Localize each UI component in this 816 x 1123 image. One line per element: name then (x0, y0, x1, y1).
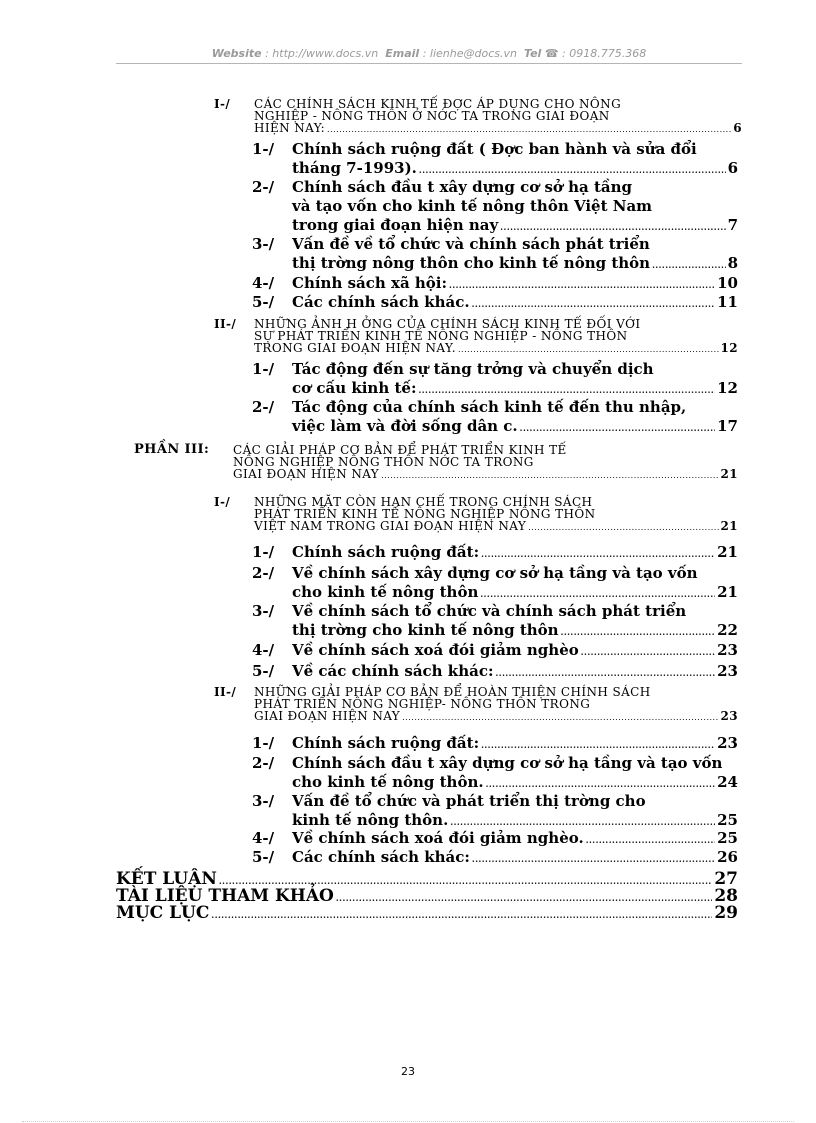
toc-entry-page: 29 (714, 903, 738, 923)
toc-entry-title-line: Về chính sách tổ chức và chính sách phát triển (292, 602, 687, 620)
toc-entry-12[interactable] (252, 564, 738, 604)
bottom-divider (22, 1121, 794, 1122)
toc-entry-title-line: việc làm và đời sống dân c. (292, 417, 518, 435)
dot-leader (581, 643, 715, 662)
toc-entry-15[interactable] (252, 662, 738, 683)
toc-entry-title-line: Về chính sách xoá đói giảm nghèo (292, 641, 579, 659)
toc-entry-number: 2-/ (252, 178, 275, 196)
toc-entry-13[interactable] (252, 602, 738, 642)
toc-entry-1[interactable] (252, 140, 738, 180)
toc-entry-title-line: PHÁT TRIỂN KINH TẾ NÔNG NGHIỆP NÔNG THÔN (254, 507, 596, 521)
toc-entry-page: 25 (717, 811, 738, 829)
toc-entry-page: 17 (717, 417, 738, 435)
toc-entry-3[interactable] (252, 235, 738, 275)
toc-entry-page: 6 (733, 121, 742, 135)
toc-entry-page: 11 (717, 293, 738, 311)
email-value[interactable]: : lienhe@docs.vn (422, 47, 517, 60)
toc-entry-title-line: NÔNG NGHIỆP NÔNG THÔN NỚC TA TRONG (233, 455, 534, 469)
toc-entry-number: 5-/ (252, 293, 275, 311)
toc-entry-page: 24 (717, 773, 738, 791)
toc-entry-number: I-/ (214, 97, 231, 111)
toc-entry-page: 8 (727, 254, 738, 272)
toc-entry-number: 3-/ (252, 602, 275, 620)
toc-entry-number: 2-/ (252, 754, 275, 772)
toc-entry-21[interactable] (252, 848, 738, 869)
toc-entry-20[interactable] (252, 829, 738, 850)
toc-entry-title-line: GIAI ĐOẠN HIỆN NAY (233, 467, 380, 481)
toc-entry-page: 25 (717, 829, 738, 847)
toc-entry-title-line: Về chính sách xây dựng cơ sở hạ tầng và tạo vốn (292, 564, 698, 582)
page-header (116, 47, 742, 64)
toc-entry-page: 26 (717, 848, 738, 866)
toc-entry-page: 22 (717, 621, 738, 639)
toc-entry-title-line: MỤC LỤC (116, 903, 210, 923)
toc-entry-title-line: thị trờng nông thôn cho kinh tế nông thôn (292, 254, 651, 272)
toc-entry-page: 21 (720, 519, 738, 533)
toc-entry-title-line: Chính sách ruộng đất: (292, 543, 480, 561)
toc-entry-title-line: thị trờng cho kinh tế nông thôn (292, 621, 559, 639)
toc-entry-part-iii[interactable] (134, 444, 738, 482)
toc-entry-11[interactable] (252, 543, 738, 564)
toc-entry-title-line: PHÁT TRIỂN NÔNG NGHIỆP- NÔNG THÔN TRONG (254, 697, 591, 711)
toc-entry-title-line: NGHIỆP - NÔNG THÔN Ở NỚC TA TRONG GIAI ĐOẠN (254, 109, 610, 123)
toc-entry-section-i-b[interactable] (214, 496, 738, 534)
toc-entry-number: 2-/ (252, 398, 275, 416)
toc-entry-number: 4-/ (252, 641, 275, 659)
toc-entry-number: 1-/ (252, 140, 275, 158)
toc-entry-title-line: Chính sách xã hội: (292, 274, 448, 292)
toc-entry-title-line: Vấn đề về tổ chức và chính sách phát triển (292, 235, 650, 253)
website-label: Website (211, 47, 262, 60)
toc-entry-title-line: cơ cấu kinh tế: (292, 379, 417, 397)
toc-entry-title-line: kinh tế nông thôn. (292, 811, 449, 829)
toc-entry-page: 23 (720, 709, 738, 723)
toc-entry-title-line: Vấn đề tổ chức và phát triển thị trờng cho (292, 792, 646, 810)
toc-entry-5[interactable] (252, 293, 738, 314)
dot-leader (652, 256, 726, 275)
toc-entry-number: 3-/ (252, 235, 275, 253)
toc-entry-14[interactable] (252, 641, 738, 662)
dot-leader (496, 664, 716, 683)
website-value[interactable]: : http://www.docs.vn (265, 47, 379, 60)
toc-entry-page: 6 (727, 159, 738, 177)
toc-entry-section-ii-b[interactable] (214, 686, 738, 724)
toc-entry-17[interactable] (252, 734, 738, 755)
dot-leader (481, 736, 715, 755)
dot-leader (327, 124, 731, 136)
toc-entry-page: 21 (717, 543, 738, 561)
toc-entry-title-line: KẾT LUẬN (116, 869, 217, 889)
toc-entry-title-line: Chính sách ruộng đất: (292, 734, 480, 752)
toc-entry-title-line: NHỮNG GIẢI PHÁP CƠ BẢN ĐỂ HOÀN THIỆN CHÍNH SÁCH (254, 685, 651, 699)
toc-entry-title-line: Tác động đến sự tăng trởng và chuyển dịch (292, 360, 654, 378)
toc-entry-title-line: cho kinh tế nông thôn (292, 583, 479, 601)
dot-leader (472, 295, 716, 314)
toc-entry-title-line: GIAI ĐOẠN HIỆN NAY (254, 709, 401, 723)
toc-entry-number: 5-/ (252, 848, 275, 866)
toc-entry-title-line: Các chính sách khác. (292, 293, 470, 311)
toc-entry-number: 1-/ (252, 360, 275, 378)
toc-entry-number: 4-/ (252, 274, 275, 292)
dot-leader (481, 545, 715, 564)
phone-icon: ☎ (544, 47, 559, 60)
tel-value: : 0918.775.368 (562, 47, 647, 60)
toc-entry-title-line: Chính sách ruộng đất ( Đợc ban hành và sửa đổi (292, 140, 697, 158)
dot-leader (402, 712, 718, 724)
dot-leader (458, 344, 719, 356)
toc-entry-page: 23 (717, 641, 738, 659)
toc-entry-title-line: HIỆN NAY: (254, 121, 326, 135)
dot-leader (561, 623, 716, 642)
dot-leader (472, 850, 715, 869)
toc-entry-title-line: NHỮNG ẢNH H ỞNG CỦA CHÍNH SÁCH KINH TẾ ĐỐI VỚI (254, 317, 641, 331)
toc-entry-page: 12 (720, 341, 738, 355)
toc-entry-title-line: Về các chính sách khác: (292, 662, 494, 680)
toc-entry-title-line: CÁC CHÍNH SÁCH KINH TẾ ĐỢC ÁP DỤNG CHO NÔNG (254, 97, 622, 111)
toc-entry-section-ii[interactable] (214, 318, 738, 356)
toc-entry-page: 23 (717, 662, 738, 680)
toc-entry-title-line: NHỮNG MẶT CÒN HẠN CHẾ TRONG CHÍNH SÁCH (254, 495, 593, 509)
toc-entry-page: 10 (717, 274, 738, 292)
toc-entry-title-line: tháng 7-1993). (292, 159, 417, 177)
toc-entry-number: 4-/ (252, 829, 275, 847)
toc-entry-4[interactable] (252, 274, 738, 295)
toc-entry-title-line: Chính sách đầu t xây dựng cơ sở hạ tầng (292, 178, 633, 196)
toc-entry-number: 1-/ (252, 734, 275, 752)
toc-entry-title-line: Về chính sách xoá đói giảm nghèo. (292, 829, 584, 847)
toc-entry-title-line: SỰ PHÁT TRIỂN KINH TẾ NÔNG NGHIỆP - NÔNG THÔN (254, 329, 628, 343)
toc-entry-page: 23 (717, 734, 738, 752)
page-number: 23 (401, 1065, 415, 1078)
toc-entry-number: II-/ (214, 685, 237, 699)
dot-leader (528, 522, 718, 534)
dot-leader (211, 907, 712, 924)
toc-entry-title-line: và tạo vốn cho kinh tế nông thôn Việt Nam (292, 197, 653, 215)
toc-entry-number: 1-/ (252, 543, 275, 561)
toc-entry-page: 7 (727, 216, 738, 234)
email-label: Email (385, 47, 420, 60)
toc-entry-7[interactable] (252, 360, 738, 400)
toc-entry-page: 21 (717, 583, 738, 601)
toc-entry-title-line: Tác động của chính sách kinh tế đến thu nhập, (292, 398, 687, 416)
toc-entry-number: 5-/ (252, 662, 275, 680)
toc-entry-number: II-/ (214, 317, 237, 331)
toc-entry-contents[interactable] (116, 905, 738, 924)
toc-entry-title-line: cho kinh tế nông thôn. (292, 773, 484, 791)
toc-entry-page: 28 (714, 886, 738, 906)
toc-entry-title-line: TRONG GIAI ĐOẠN HIỆN NAY. (254, 341, 456, 355)
toc-entry-page: 27 (714, 869, 738, 889)
toc-entry-number: I-/ (214, 495, 231, 509)
dot-leader (381, 470, 718, 482)
toc-entry-title-line: TÀI LIỆU THAM KHẢO (116, 886, 334, 906)
toc-entry-page: 12 (717, 379, 738, 397)
toc-entry-title-line: VIỆT NAM TRONG GIAI ĐOẠN HIỆN NAY (254, 519, 527, 533)
toc-entry-2[interactable] (252, 178, 738, 237)
toc-entry-title-line: trong giai đoạn hiện nay (292, 216, 499, 234)
toc-entry-title-line: CÁC GIẢI PHÁP CƠ BẢN ĐỂ PHÁT TRIỂN KINH TẾ (233, 443, 567, 457)
toc-entry-number: 3-/ (252, 792, 275, 810)
toc-entry-page: 21 (720, 467, 738, 481)
toc-entry-8[interactable] (252, 398, 738, 438)
toc-entry-title-line: Chính sách đầu t xây dựng cơ sở hạ tầng và tạo vốn (292, 754, 723, 772)
toc-entry-number: 2-/ (252, 564, 275, 582)
toc-entry-19[interactable] (252, 792, 738, 832)
toc-entry-title-line: Các chính sách khác: (292, 848, 470, 866)
toc-entry-18[interactable] (252, 754, 738, 794)
dot-leader (520, 419, 715, 438)
tel-label: Tel (523, 47, 542, 60)
toc-entry-section-i[interactable] (214, 98, 742, 136)
toc-entry-number: PHẦN III: (134, 442, 210, 457)
